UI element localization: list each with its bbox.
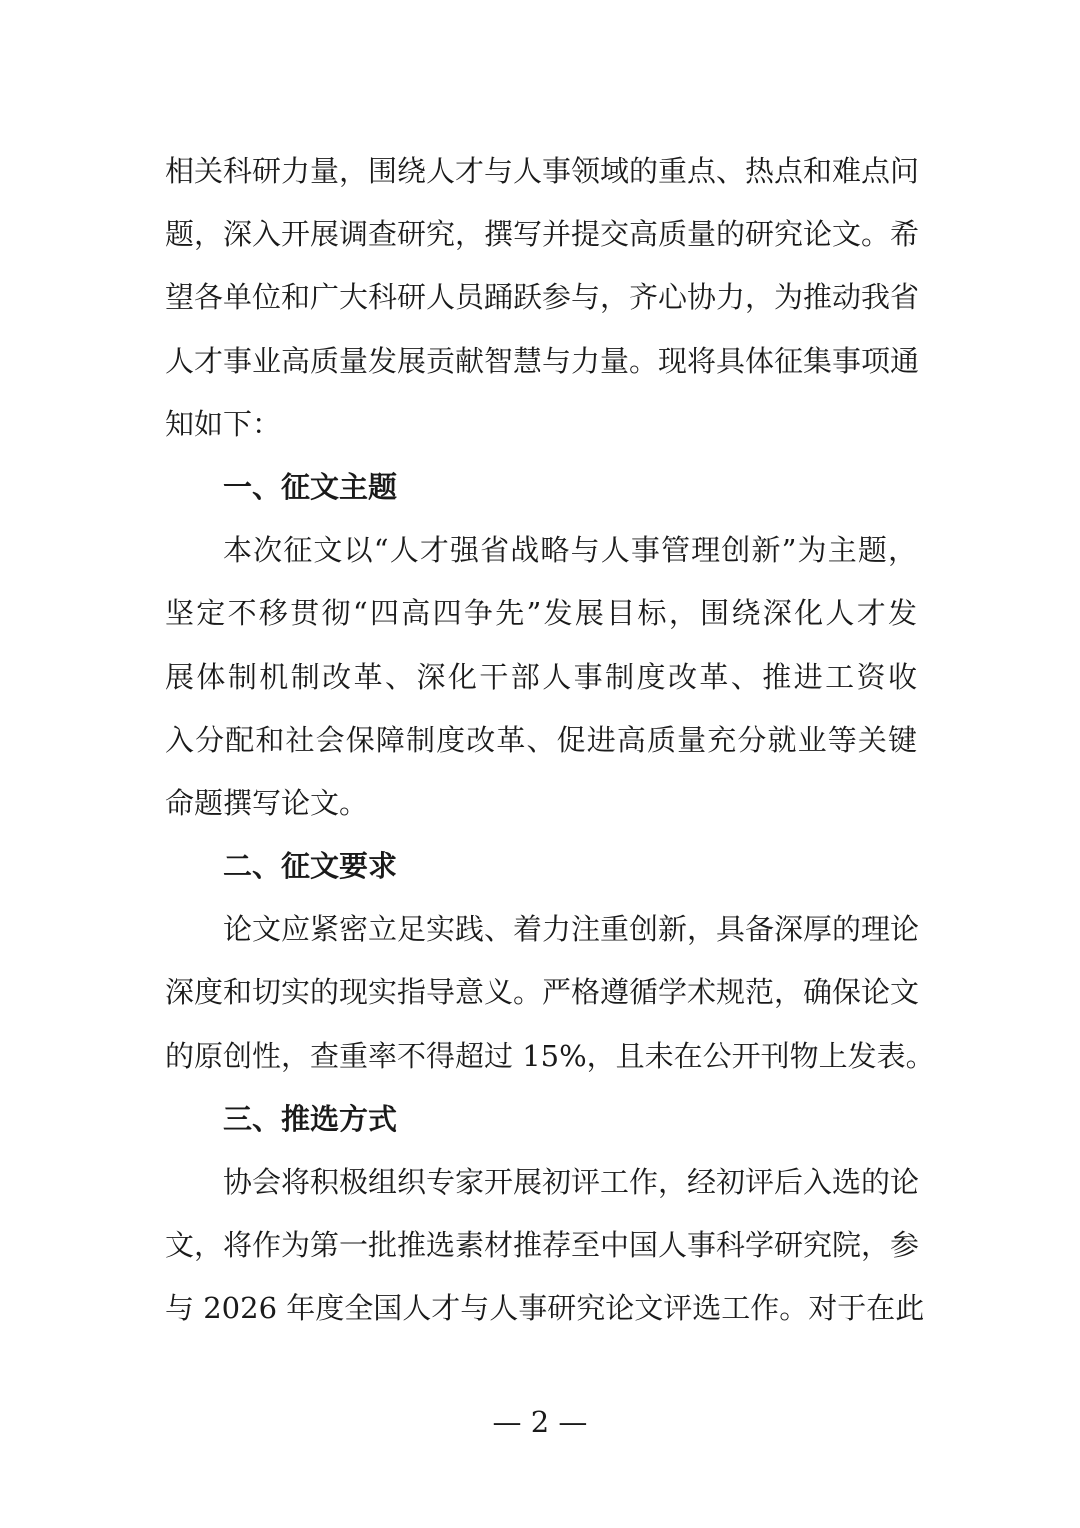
paragraph-line: 与 2026 年度全国人才与人事研究论文评选工作。对于在此: [165, 1291, 925, 1326]
paragraph-line: 展体制机制改革、深化干部人事制度改革、推进工资收: [165, 659, 917, 694]
section-theme: [165, 456, 917, 835]
paragraph-line: 望各单位和广大科研人员踊跃参与，齐心协力，为推动我省: [165, 280, 920, 315]
paragraph-line: 文，将作为第一批推选素材推荐至中国人事科学研究院，参: [165, 1228, 920, 1263]
paragraph-line: 入分配和社会保障制度改革、促进高质量充分就业等关键: [165, 722, 917, 757]
paragraph-line: 本次征文以“人才强省战略与人事管理创新”为主题，: [223, 533, 917, 568]
section-selection-method: [165, 1088, 925, 1341]
section-requirements: [165, 835, 935, 1088]
paragraph-line: 人才事业高质量发展贡献智慧与力量。现将具体征集事项通: [165, 343, 920, 378]
document-body: [165, 140, 935, 1341]
paragraph-line: 坚定不移贯彻“四高四争先”发展目标，围绕深化人才发: [165, 596, 917, 631]
paragraph-line: 深度和切实的现实指导意义。严格遵循学术规范，确保论文: [165, 975, 920, 1010]
paragraph-line: 协会将积极组织专家开展初评工作，经初评后入选的论: [223, 1165, 920, 1199]
section-heading: 一、征文主题: [223, 469, 398, 504]
paragraph-line: 的原创性，查重率不得超过 15%，且未在公开刊物上发表。: [165, 1038, 935, 1073]
section-heading: 三、推选方式: [223, 1101, 398, 1136]
paragraph-line: 题，深入开展调查研究，撰写并提交高质量的研究论文。希: [165, 217, 920, 252]
page-number: — 2 —: [492, 1405, 588, 1439]
paragraph-line: 论文应紧密立足实践、着力注重创新，具备深厚的理论: [223, 912, 920, 947]
intro-paragraph: [165, 140, 920, 456]
paragraph-line: 命题撰写论文。: [165, 785, 369, 820]
paragraph-line: 知如下：: [165, 406, 282, 441]
paragraph-line: 相关科研力量，围绕人才与人事领域的重点、热点和难点问: [165, 154, 920, 188]
section-heading: 二、征文要求: [223, 849, 398, 884]
